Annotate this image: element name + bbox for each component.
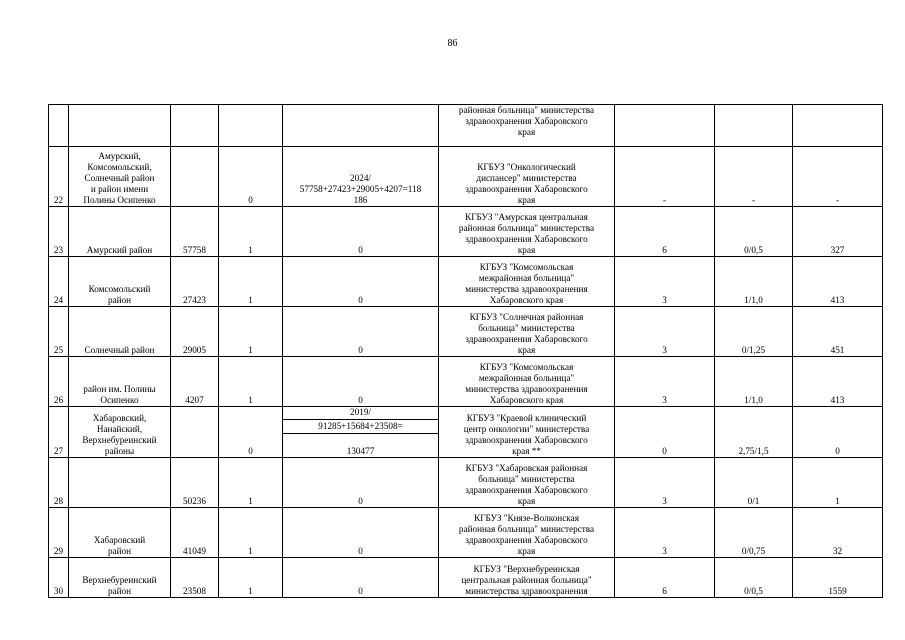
cell-line: КГБУЗ "Князе-Волконская <box>474 513 579 523</box>
cell-district <box>69 357 171 407</box>
cell-num: 30 <box>49 558 69 598</box>
cell-line: здравоохранения Хабаровского <box>465 535 588 545</box>
cell-line: Хабаровский, <box>92 413 147 423</box>
cell-num: 26 <box>49 357 69 407</box>
cell-line: 0 <box>358 546 363 556</box>
cell-d: 0 <box>793 407 883 458</box>
cell-line: Амурский район <box>86 245 153 255</box>
cell-population: 29005 <box>171 307 219 357</box>
cell-d: 32 <box>793 508 883 558</box>
cell-line: Хабаровского края <box>489 295 564 305</box>
cell-num: 23 <box>49 207 69 257</box>
cell-num <box>49 105 69 147</box>
cell-line: министерства здравоохранения <box>465 384 588 394</box>
cell-line: Солнечный район <box>84 345 155 355</box>
cell-c: 0/1 <box>715 458 793 508</box>
cell-formula <box>283 407 439 458</box>
cell-org <box>439 147 615 207</box>
cell-population <box>171 147 219 207</box>
cell-line: район <box>107 295 132 305</box>
cell-formula <box>283 357 439 407</box>
cell-d: 1559 <box>793 558 883 598</box>
formula-year: 2019/ <box>283 407 438 420</box>
cell-b <box>615 105 715 147</box>
cell-line: 0 <box>358 345 363 355</box>
cell-population <box>171 105 219 147</box>
cell-population: 41049 <box>171 508 219 558</box>
cell-num: 22 <box>49 147 69 207</box>
cell-d <box>793 105 883 147</box>
cell-c: 0/0,5 <box>715 558 793 598</box>
cell-line: Комсомольский, <box>87 162 152 172</box>
cell-c <box>715 105 793 147</box>
cell-line: диспансер" министерства <box>476 173 577 183</box>
cell-line: КГБУЗ "Солнечная районная <box>469 312 584 322</box>
cell-line: КГБУЗ "Комсомольская <box>479 362 574 372</box>
cell-line: центральная районная больница" <box>461 575 592 585</box>
cell-b: 3 <box>615 357 715 407</box>
cell-district <box>69 147 171 207</box>
cell-b: 6 <box>615 207 715 257</box>
table-row <box>49 357 883 407</box>
cell-formula <box>283 105 439 147</box>
cell-line: и район имени <box>90 184 149 194</box>
cell-line: края <box>517 195 536 205</box>
cell-district <box>69 307 171 357</box>
cell-line: район <box>107 586 132 596</box>
cell-line: края <box>517 546 536 556</box>
cell-d: 327 <box>793 207 883 257</box>
cell-population: 50236 <box>171 458 219 508</box>
table-row <box>49 147 883 207</box>
cell-a: 1 <box>219 357 283 407</box>
cell-line: 0 <box>358 245 363 255</box>
data-table <box>48 104 883 598</box>
cell-org <box>439 458 615 508</box>
cell-line: Нанайский, <box>96 424 143 434</box>
cell-population: 23508 <box>171 558 219 598</box>
cell-line: Осипенко <box>100 395 139 405</box>
cell-b: 0 <box>615 407 715 458</box>
cell-a: 0 <box>219 147 283 207</box>
cell-district <box>69 407 171 458</box>
cell-line: КГБУЗ "Комсомольская <box>479 262 574 272</box>
cell-formula <box>283 257 439 307</box>
cell-line: здравоохранения Хабаровского <box>465 184 588 194</box>
cell-a: 1 <box>219 257 283 307</box>
cell-district <box>69 558 171 598</box>
cell-a: 1 <box>219 558 283 598</box>
cell-district <box>69 508 171 558</box>
cell-formula <box>283 458 439 508</box>
cell-formula <box>283 508 439 558</box>
cell-population: 4207 <box>171 357 219 407</box>
cell-line: КГБУЗ "Краевой клинический <box>466 413 587 423</box>
cell-line: края <box>517 345 536 355</box>
cell-b: 3 <box>615 307 715 357</box>
cell-c: 0/0,75 <box>715 508 793 558</box>
cell-d: - <box>793 147 883 207</box>
cell-district <box>69 257 171 307</box>
cell-line: районная больница" министерства <box>458 524 595 534</box>
cell-c: 1/1,0 <box>715 257 793 307</box>
cell-formula <box>283 207 439 257</box>
cell-d: 413 <box>793 357 883 407</box>
cell-line: здравоохранения Хабаровского <box>465 435 588 445</box>
cell-line: район им. Полины <box>83 384 156 394</box>
cell-line: 0 <box>358 395 363 405</box>
cell-num: 24 <box>49 257 69 307</box>
cell-num: 25 <box>49 307 69 357</box>
cell-line: районы <box>104 446 135 456</box>
cell-line: КГБУЗ "Хабаровская районная <box>465 463 588 473</box>
cell-a: 1 <box>219 458 283 508</box>
cell-b: 3 <box>615 257 715 307</box>
cell-line: Солнечный район <box>84 173 155 183</box>
cell-org <box>439 407 615 458</box>
table-row <box>49 407 883 458</box>
cell-line: КГБУЗ "Амурская центральная <box>465 212 588 222</box>
cell-line: края ** <box>512 446 541 456</box>
cell-line: 2024/ <box>350 173 371 183</box>
cell-b: 3 <box>615 508 715 558</box>
cell-line: межрайонная больница" <box>478 273 575 283</box>
cell-line: район <box>107 546 132 556</box>
cell-district <box>69 207 171 257</box>
cell-org <box>439 508 615 558</box>
cell-line: министерства здравоохранения <box>465 586 588 596</box>
cell-b: 6 <box>615 558 715 598</box>
cell-b: - <box>615 147 715 207</box>
cell-c: 0/0,5 <box>715 207 793 257</box>
cell-line: 0 <box>358 295 363 305</box>
cell-line: Амурский, <box>98 151 141 161</box>
cell-line: Верхнебуреинский <box>82 575 157 585</box>
cell-line: Хабаровского края <box>489 395 564 405</box>
cell-district <box>69 458 171 508</box>
cell-a: 0 <box>219 407 283 458</box>
cell-org <box>439 307 615 357</box>
cell-formula <box>283 307 439 357</box>
cell-line: здравоохранения Хабаровского <box>465 234 588 244</box>
cell-line: Хабаровский <box>93 535 146 545</box>
cell-d: 451 <box>793 307 883 357</box>
cell-line: 57758+27423+29005+4207=118 <box>299 184 422 194</box>
cell-line: здравоохранения Хабаровского <box>465 485 588 495</box>
table-row <box>49 508 883 558</box>
cell-org <box>439 105 615 147</box>
cell-c: 1/1,0 <box>715 357 793 407</box>
cell-line: здравоохранения Хабаровского <box>465 334 588 344</box>
cell-line: Комсомольский <box>88 284 151 294</box>
cell-line: края <box>517 245 536 255</box>
cell-line: Верхнебуреинский <box>82 435 157 445</box>
cell-num: 28 <box>49 458 69 508</box>
cell-formula <box>283 147 439 207</box>
cell-num: 29 <box>49 508 69 558</box>
cell-population: 57758 <box>171 207 219 257</box>
cell-line: 186 <box>353 195 368 205</box>
cell-c: - <box>715 147 793 207</box>
table-row <box>49 307 883 357</box>
cell-d: 1 <box>793 458 883 508</box>
cell-d: 413 <box>793 257 883 307</box>
cell-line: больница" министерства <box>478 474 575 484</box>
cell-c: 0/1,25 <box>715 307 793 357</box>
cell-line: районная больница" министерства <box>458 105 595 115</box>
cell-a: 1 <box>219 508 283 558</box>
cell-line: межрайонная больница" <box>478 373 575 383</box>
table-row <box>49 207 883 257</box>
cell-org <box>439 558 615 598</box>
cell-org <box>439 357 615 407</box>
cell-line: 0 <box>358 586 363 596</box>
page-number: 86 <box>447 38 458 49</box>
formula-expression: 91285+15684+23508= <box>283 420 438 434</box>
cell-line: больница" министерства <box>478 323 575 333</box>
table-row <box>49 105 883 147</box>
cell-b: 3 <box>615 458 715 508</box>
table-row <box>49 257 883 307</box>
cell-line: здравоохранения Хабаровского <box>465 116 588 126</box>
cell-org <box>439 207 615 257</box>
cell-line: края <box>517 127 536 137</box>
cell-line: 0 <box>358 496 363 506</box>
cell-num: 27 <box>49 407 69 458</box>
cell-org <box>439 257 615 307</box>
cell-line: КГБУЗ "Верхнебуреинская <box>473 564 580 574</box>
cell-c: 2,75/1,5 <box>715 407 793 458</box>
cell-population: 27423 <box>171 257 219 307</box>
cell-a: 1 <box>219 307 283 357</box>
cell-a: 1 <box>219 207 283 257</box>
cell-district <box>69 105 171 147</box>
cell-formula <box>283 558 439 598</box>
table-row <box>49 558 883 598</box>
cell-line: центр онкологии" министерства <box>463 424 590 434</box>
table-row <box>49 458 883 508</box>
cell-population <box>171 407 219 458</box>
cell-a <box>219 105 283 147</box>
cell-line: Полины Осипенко <box>83 195 156 205</box>
formula-result: 130477 <box>346 446 375 456</box>
cell-line: районная больница" министерства <box>458 223 595 233</box>
cell-line: КГБУЗ "Онкологический <box>477 162 576 172</box>
cell-line: министерства здравоохранения <box>465 284 588 294</box>
cell-line: края <box>517 496 536 506</box>
